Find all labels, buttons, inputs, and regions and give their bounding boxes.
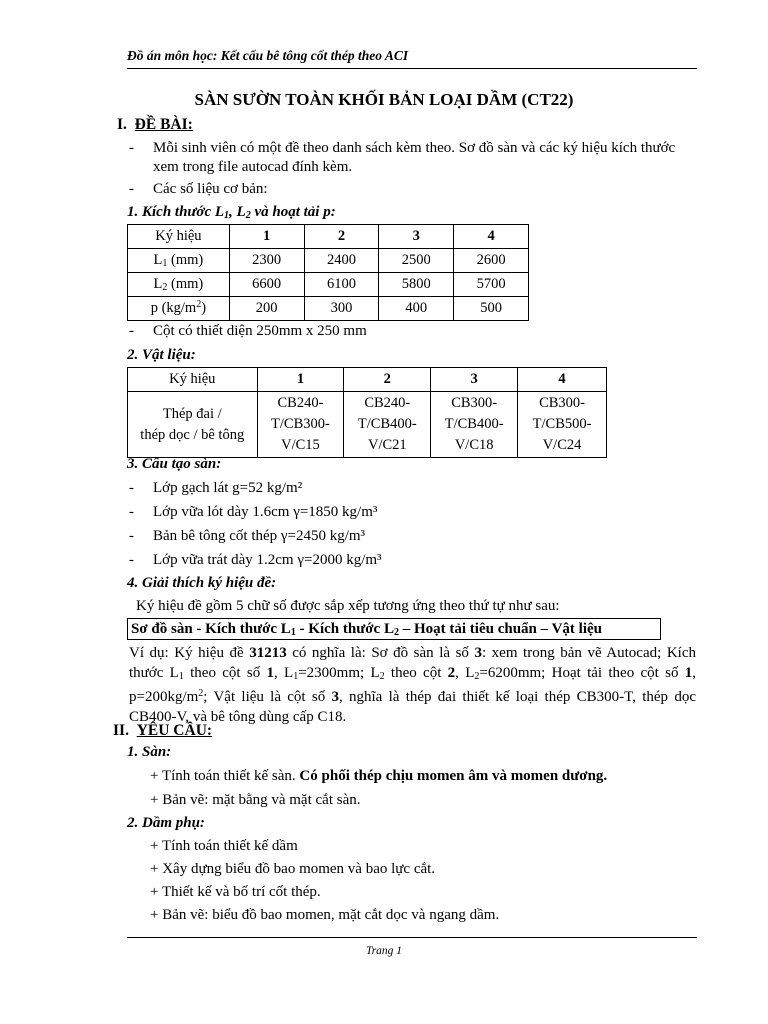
requirement-item: + Bản vẽ: mặt bằng và mặt cắt sàn. [150, 792, 361, 808]
subheading-text: và hoạt tải p: [250, 204, 336, 220]
cell-line: V/C24 [542, 437, 582, 453]
header-cell: 4 [518, 368, 607, 392]
box-text: Sơ đồ sàn - Kích thước L [131, 621, 291, 637]
box-text: – Hoạt tải tiêu chuẩn – Vật liệu [398, 621, 603, 637]
example-number: 3 [474, 645, 482, 661]
example-text: , p=200kg/m [129, 665, 696, 705]
bullet-dash: - [129, 552, 134, 568]
header-cell: 2 [304, 225, 379, 249]
example-paragraph [129, 643, 696, 727]
bullet-layer [129, 480, 302, 497]
table-cell [518, 392, 607, 458]
label-line: thép dọc / bê tông [140, 426, 245, 443]
table-cell: 400 [379, 297, 454, 321]
label-text: ) [201, 300, 207, 316]
bullet-dash: - [129, 140, 134, 156]
example-text: có nghĩa là: Sơ đồ sàn là số [286, 645, 475, 661]
cell-line: CB240- [364, 395, 411, 411]
subscript: 1 [178, 671, 184, 682]
header-cell: Ký hiệu [128, 225, 230, 249]
subheading-materials: 2. Vật liệu: [127, 347, 196, 363]
header-rule [127, 68, 697, 69]
cell-line: V/C18 [454, 437, 494, 453]
example-number: 3 [331, 689, 339, 705]
subheading-code-explanation: 4. Giải thích ký hiệu đề: [127, 575, 277, 591]
table-row-l2 [128, 273, 529, 297]
subscript: 1 [293, 671, 299, 682]
section-1-number: I. [117, 116, 127, 133]
header-cell: 4 [454, 225, 529, 249]
section-2-label: YÊU CẦU: [136, 722, 213, 739]
subscript: 1 [224, 210, 230, 221]
example-text: : xem trong bản vẽ Autocad; Kích thước L [129, 645, 696, 681]
example-text: ; Vật liệu là cột số [203, 689, 332, 705]
row-label [128, 249, 230, 273]
bullet-dash: - [129, 323, 134, 339]
bullet-text: Mỗi sinh viên có một đề theo danh sách kèm theo. Sơ đồ sàn và các ký hiệu kích thước xem trong file autocad đính kèm. [153, 140, 676, 175]
example-text: , L [455, 665, 475, 681]
bullet-text: Bản bê tông cốt thép γ=2450 kg/m³ [153, 528, 366, 544]
label-text: p (kg/m [150, 300, 197, 316]
header-cell: 3 [379, 225, 454, 249]
table-cell [344, 392, 431, 458]
table-cell: 300 [304, 297, 379, 321]
table-cell [431, 392, 518, 458]
cell-line: T/CB300- [271, 416, 330, 432]
header-cell: 1 [229, 225, 304, 249]
table-cell: 6100 [304, 273, 379, 297]
table-row-p [128, 297, 529, 321]
table-cell [257, 392, 344, 458]
table-cell: 2600 [454, 249, 529, 273]
label-line: Thép đai / [162, 405, 222, 422]
table-cell: 2400 [304, 249, 379, 273]
requirement-item: + Bản vẽ: biểu đồ bao momen, mặt cắt dọc và ngang dầm. [150, 907, 500, 923]
example-text: theo cột [384, 665, 448, 681]
code-intro-text: Ký hiệu đề gồm 5 chữ số được sắp xếp tương ứng theo thứ tự như sau: [136, 598, 560, 614]
materials-table [127, 367, 607, 458]
subheading-dimensions [127, 204, 336, 221]
item-bold-text: Có phối thép chịu momen âm và momen dương. [299, 768, 608, 784]
cell-line: T/CB400- [357, 416, 417, 432]
subheading-slab: 1. Sàn: [127, 744, 172, 760]
requirement-item: + Xây dựng biểu đồ bao momen và bao lực cắt. [150, 861, 436, 877]
bullet-intro-2 [129, 181, 268, 198]
subscript: 1 [290, 627, 296, 638]
example-text: =6200mm; Hoạt tải theo cột số [479, 665, 685, 681]
header-cell: 1 [257, 368, 344, 392]
bullet-layer [129, 504, 377, 521]
subscript: 2 [379, 671, 385, 682]
cell-line: V/C15 [281, 437, 320, 453]
box-text: - Kích thước L [295, 621, 394, 637]
cell-line: CB300- [539, 395, 585, 411]
label-text: (mm) [167, 252, 204, 268]
header-cell: 3 [431, 368, 518, 392]
subscript: 2 [393, 627, 399, 638]
section-2-number: II. [113, 722, 129, 739]
example-text: , L [274, 665, 294, 681]
requirement-item: + Tính toán thiết kế dầm [150, 838, 298, 854]
bullet-text: Các số liệu cơ bản: [153, 181, 268, 197]
bullet-text: Lớp vữa lót dày 1.6cm γ=1850 kg/m³ [153, 504, 378, 520]
document-title: SÀN SƯỜN TOÀN KHỐI BẢN LOẠI DẦM (CT22) [194, 90, 574, 109]
table-cell: 2300 [229, 249, 304, 273]
example-text: Ví dụ: Ký hiệu đề [129, 645, 250, 661]
page-header: Đồ án môn học: Kết cấu bê tông cốt thép theo ACI [127, 48, 409, 63]
example-text: , nghĩa là thép đai thiết kế loại thép CB300-T, thép dọc CB400-V, và bê tông dùng cấp C18. [129, 689, 696, 725]
example-number: 1 [266, 665, 274, 681]
example-number: 2 [447, 665, 456, 681]
table-cell: 500 [454, 297, 529, 321]
subscript: 2 [162, 282, 168, 293]
section-1-label: ĐỀ BÀI: [134, 116, 193, 133]
header-cell: 2 [344, 368, 431, 392]
table-header-row [128, 368, 607, 392]
example-text: theo cột số [183, 665, 267, 681]
example-number: 1 [684, 665, 693, 681]
subscript: 1 [162, 258, 168, 269]
bullet-column-note [129, 323, 367, 340]
table-cell: 6600 [229, 273, 304, 297]
bullet-layer [129, 528, 365, 545]
bullet-intro-1 [129, 139, 696, 177]
header-cell: Ký hiệu [128, 368, 258, 392]
footer-rule [127, 937, 697, 938]
item-text: + Tính toán thiết kế sàn. [150, 768, 300, 784]
row-label [128, 392, 258, 458]
table-header-row [128, 225, 529, 249]
subheading-floor-layers: 3. Cấu tạo sàn: [127, 456, 222, 472]
cell-line: CB300- [451, 395, 498, 411]
bullet-dash: - [129, 181, 134, 197]
bullet-dash: - [129, 528, 134, 544]
subscript: 2 [245, 210, 251, 221]
table-cell: 5700 [454, 273, 529, 297]
requirement-item [150, 768, 607, 785]
example-code: 31213 [249, 645, 287, 661]
subheading-text: 1. Kích thước L [127, 204, 225, 220]
table-cell: 200 [229, 297, 304, 321]
row-label [128, 297, 230, 321]
label-text: L [153, 276, 163, 292]
subheading-text: , L [229, 204, 246, 220]
label-text: L [153, 252, 163, 268]
requirement-item: + Thiết kế và bố trí cốt thép. [150, 884, 321, 900]
cell-line: V/C21 [367, 437, 407, 453]
cell-line: CB240- [277, 395, 324, 411]
subheading-secondary-beam: 2. Dầm phụ: [127, 815, 205, 831]
code-format-box [127, 618, 661, 640]
bullet-layer [129, 552, 382, 569]
table-cell: 5800 [379, 273, 454, 297]
dimensions-table [127, 224, 529, 321]
page-number: Trang 1 [365, 945, 403, 957]
bullet-text: Lớp gạch lát g=52 kg/m² [153, 480, 303, 496]
cell-line: T/CB400- [444, 416, 504, 432]
bullet-text: Cột có thiết diện 250mm x 250 mm [153, 323, 367, 339]
bullet-dash: - [129, 504, 134, 520]
subscript: 2 [474, 671, 480, 682]
bullet-dash: - [129, 480, 134, 496]
row-label [128, 273, 230, 297]
section-2-heading [113, 722, 212, 740]
table-cell: 2500 [379, 249, 454, 273]
superscript: 2 [196, 299, 202, 310]
bullet-text: Lớp vữa trát dày 1.2cm γ=2000 kg/m³ [153, 552, 382, 568]
section-1-heading [117, 116, 193, 134]
superscript: 2 [198, 688, 204, 699]
example-text: =2300mm; L [298, 665, 380, 681]
cell-line: T/CB500- [532, 416, 592, 432]
table-row-l1 [128, 249, 529, 273]
label-text: (mm) [167, 276, 204, 292]
table-row-materials [128, 392, 607, 458]
